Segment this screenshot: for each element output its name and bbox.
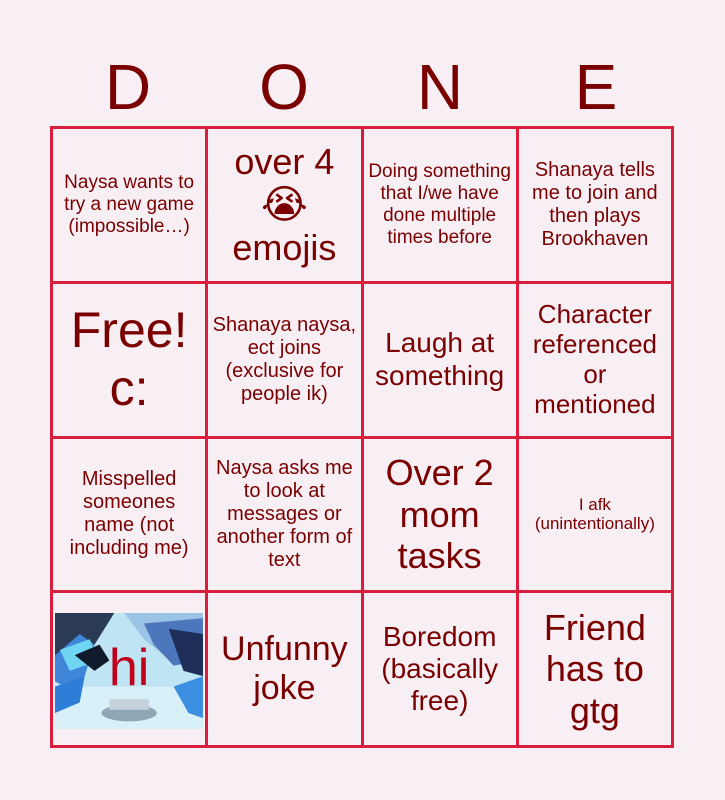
cell-text: Doing something that I/we have done multiple times before <box>368 161 511 248</box>
bingo-card <box>50 126 674 748</box>
cell-text: hi <box>108 639 150 698</box>
header-letter-d: D <box>104 51 152 123</box>
bingo-cell[interactable] <box>208 284 360 436</box>
cell-text: Shanaya tells me to join and then plays Brookhaven <box>532 158 658 250</box>
cell-text: Over 2 mom tasks <box>385 452 494 577</box>
cell-text: Shanaya naysa, ect joins (exclusive for people ik) <box>212 313 357 405</box>
cell-text: Boredom (basically free) <box>381 620 498 717</box>
crying-face-icon: 😭 <box>261 182 308 227</box>
header-letter-n: N <box>416 51 464 123</box>
bingo-cell[interactable] <box>208 129 360 281</box>
bingo-cell[interactable] <box>53 439 205 591</box>
cell-text: Unfunny joke <box>221 630 348 708</box>
bingo-cell[interactable] <box>364 439 516 591</box>
cell-text: I afk (unintentionally) <box>534 494 655 534</box>
bingo-header <box>50 48 674 126</box>
bingo-cell[interactable] <box>519 284 671 436</box>
bingo-cell[interactable] <box>364 593 516 745</box>
cell-text: Naysa asks me to look at messages or another form of text <box>216 456 353 571</box>
bingo-cell[interactable] <box>208 593 360 745</box>
cell-text: Free! c: <box>70 302 188 416</box>
cell-text: over 4 <box>234 141 335 183</box>
bingo-cell[interactable] <box>519 129 671 281</box>
cell-text: Laugh at something <box>375 327 505 391</box>
cell-text: Misspelled someones name (not including me) <box>69 468 189 560</box>
cell-text: Friend has to gtg <box>543 607 646 731</box>
bingo-cell[interactable] <box>364 129 516 281</box>
bingo-cell[interactable] <box>53 284 205 436</box>
bingo-cell[interactable] <box>519 439 671 591</box>
bingo-cell[interactable] <box>53 129 205 281</box>
cell-text: Character referenced or mentioned <box>532 298 658 419</box>
cell-text: Naysa wants to try a new game (impossible…) <box>64 172 195 237</box>
bingo-cell-image[interactable] <box>53 593 205 745</box>
header-letter-o: O <box>259 51 309 123</box>
cell-text: emojis <box>232 226 337 268</box>
bingo-cell[interactable] <box>364 284 516 436</box>
bingo-cell[interactable] <box>519 593 671 745</box>
header-letter-e: E <box>574 51 618 123</box>
bingo-cell[interactable] <box>208 439 360 591</box>
